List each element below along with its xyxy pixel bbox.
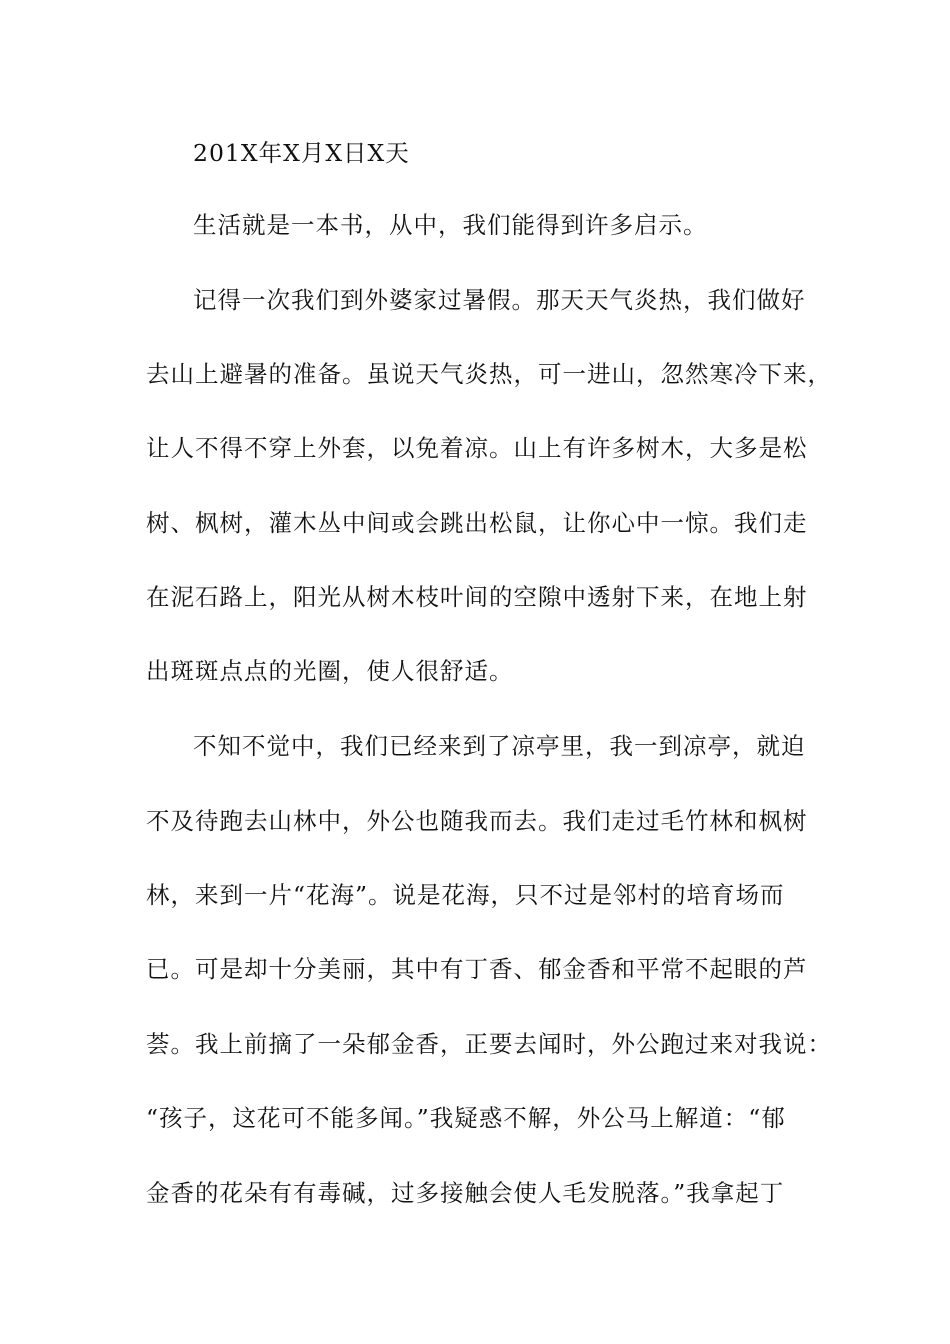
date-line: 201X年X月X日X天 bbox=[193, 139, 410, 167]
paragraph-line: 林，来到一片“花海”。说是花海，只不过是邻村的培育场而 bbox=[146, 881, 785, 909]
paragraph-line: 记得一次我们到外婆家过暑假。那天天气炎热，我们做好 bbox=[193, 286, 806, 314]
paragraph-line: 在泥石路上，阳光从树木枝叶间的空隙中透射下来，在地上射 bbox=[146, 583, 808, 611]
paragraph-line: 出斑斑点点的光圈，使人很舒适。 bbox=[146, 657, 514, 685]
paragraph-line: 不知不觉中，我们已经来到了凉亭里，我一到凉亭，就迫 bbox=[193, 732, 806, 760]
paragraph-line: 去山上避暑的准备。虽说天气炎热，可一进山，忽然寒冷下来， bbox=[146, 360, 832, 388]
paragraph-line: 让人不得不穿上外套，以免着凉。山上有许多树木，大多是松 bbox=[146, 434, 808, 462]
paragraph-line: 荟。我上前摘了一朵郁金香，正要去闻时，外公跑过来对我说： bbox=[146, 1030, 832, 1058]
paragraph-line: 金香的花朵有有毒碱，过多接触会使人毛发脱落。”我拿起丁 bbox=[146, 1179, 785, 1207]
paragraph-line: 树、枫树，灌木丛中间或会跳出松鼠，让你心中一惊。我们走 bbox=[146, 509, 808, 537]
paragraph-line: “孩子，这花可不能多闻。”我疑惑不解，外公马上解道：“郁 bbox=[146, 1104, 786, 1132]
paragraph-line: 生活就是一本书，从中，我们能得到许多启示。 bbox=[193, 211, 708, 239]
paragraph-line: 不及待跑去山林中，外公也随我而去。我们走过毛竹林和枫树 bbox=[146, 807, 808, 835]
paragraph-line: 已。可是却十分美丽，其中有丁香、郁金香和平常不起眼的芦 bbox=[146, 955, 808, 983]
